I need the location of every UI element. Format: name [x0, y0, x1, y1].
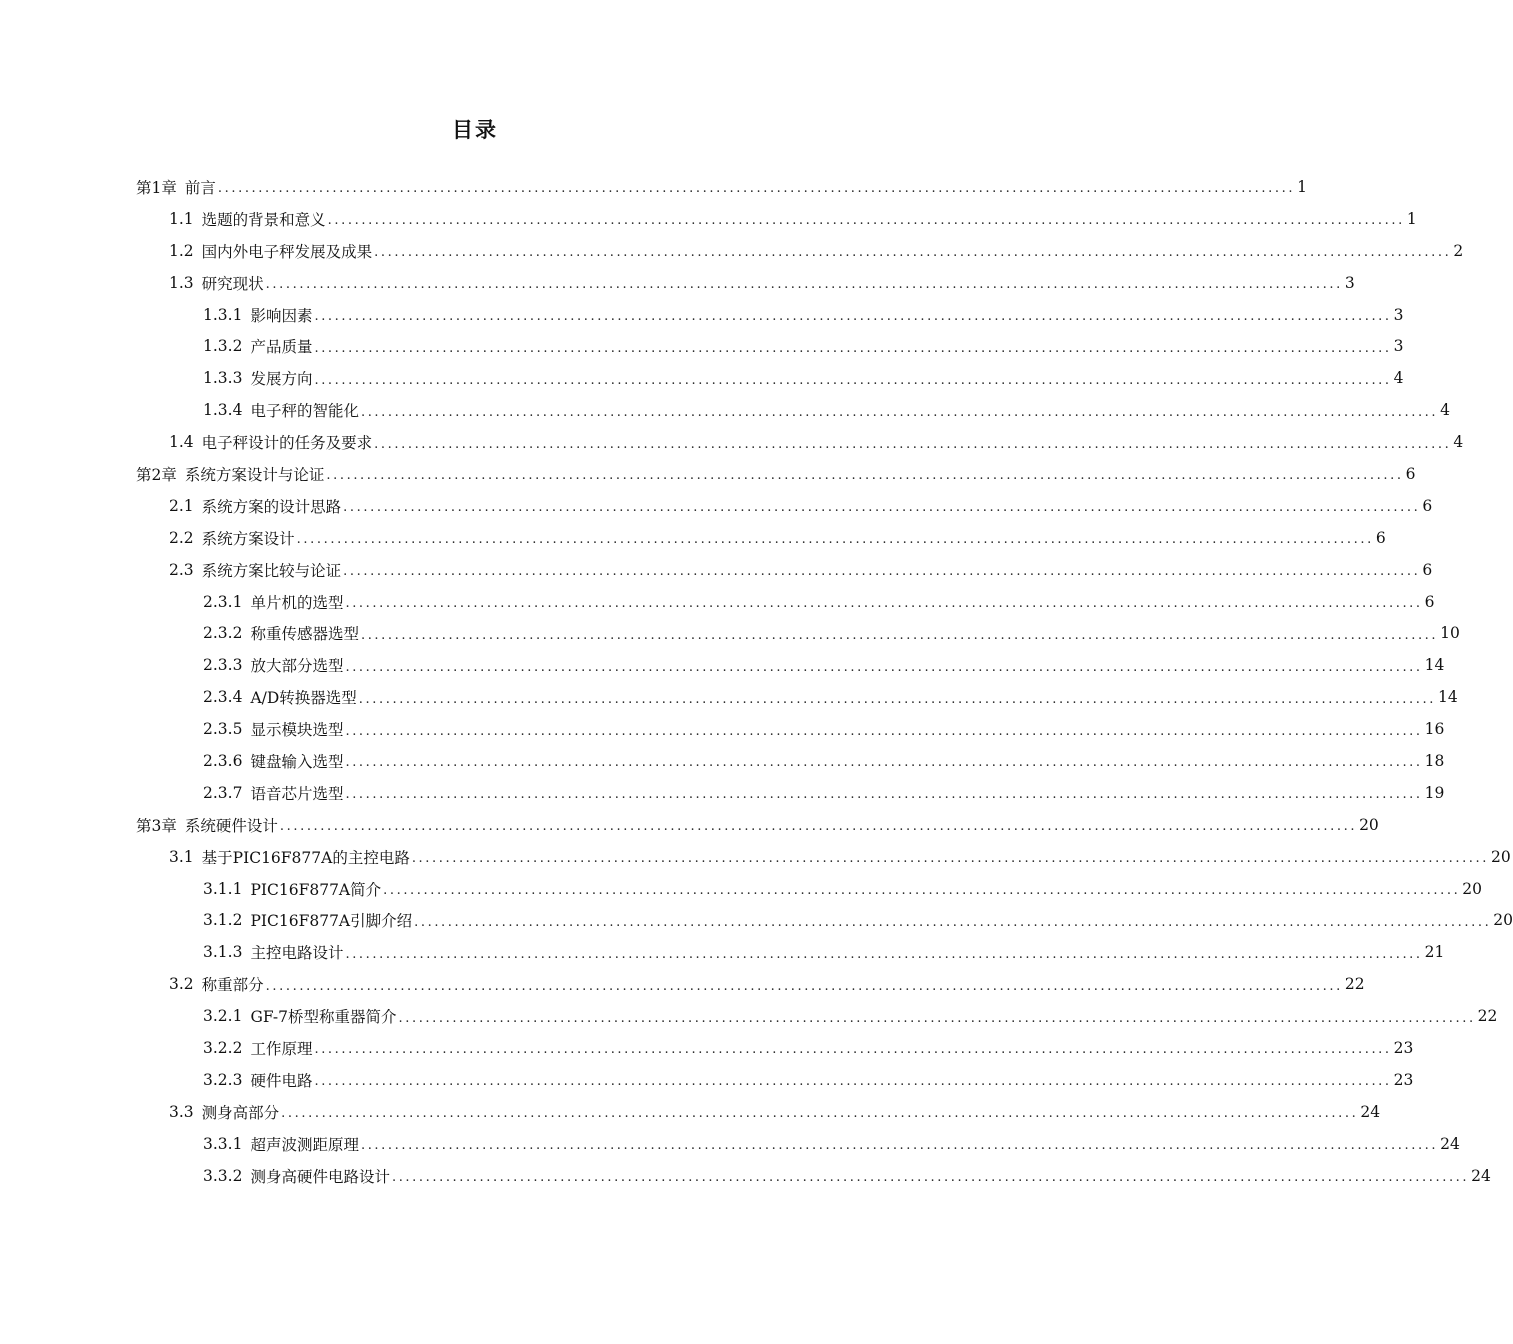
toc-entry-page: 3: [1344, 273, 1355, 292]
toc-entry-number: 2.3: [169, 560, 194, 579]
toc-entry-page: 24: [1360, 1102, 1381, 1121]
toc-dot-leader: ................................................................................................................................................................: [217, 181, 1296, 197]
toc-entry-number: 2.3.2: [203, 624, 243, 643]
toc-entry-page: 20: [1462, 879, 1483, 898]
toc-entry[interactable]: [0, 1000, 1498, 1032]
toc-dot-leader: ................................................................................................................................................................: [314, 1042, 1392, 1058]
toc-entry[interactable]: [0, 617, 1460, 649]
toc-entry-page: 23: [1393, 1070, 1414, 1089]
toc-entry-title: GF-7桥型称重器简介: [250, 1008, 397, 1027]
toc-entry-number: 3.2.3: [203, 1070, 243, 1089]
toc-entry-title: 电子秤的智能化: [250, 402, 359, 421]
toc-list: [0, 171, 1513, 1192]
toc-entry-page: 6: [1424, 592, 1435, 611]
toc-entry-number: 1.3: [169, 273, 194, 292]
toc-entry-page: 24: [1471, 1166, 1491, 1185]
toc-entry-title: 测身高部分: [201, 1103, 280, 1122]
toc-entry[interactable]: [0, 904, 1513, 936]
toc-dot-leader: ................................................................................................................................................................: [314, 372, 1392, 388]
toc-dot-leader: ................................................................................................................................................................: [281, 1106, 1359, 1122]
toc-entry[interactable]: [0, 299, 1404, 331]
toc-dot-leader: ................................................................................................................................................................: [314, 340, 1392, 356]
toc-entry[interactable]: [0, 362, 1404, 394]
toc-entry-title: 超声波测距原理: [250, 1135, 359, 1154]
toc-dot-leader: ................................................................................................................................................................: [345, 596, 1423, 612]
toc-entry-title: 系统方案设计: [201, 529, 295, 548]
toc-entry[interactable]: [0, 873, 1483, 905]
toc-entry[interactable]: [0, 426, 1464, 458]
toc-dot-leader: ................................................................................................................................................................: [374, 245, 1452, 261]
toc-entry-number: 1.3.2: [203, 337, 243, 356]
toc-entry-number: 2.3.5: [203, 720, 243, 739]
toc-entry-number: 3.1.1: [203, 879, 243, 898]
toc-entry[interactable]: [0, 203, 1417, 235]
toc-dot-leader: ................................................................................................................................................................: [343, 564, 1421, 580]
toc-entry-title: 系统方案的设计思路: [201, 497, 342, 516]
toc-entry[interactable]: [0, 394, 1451, 426]
toc-dot-leader: ................................................................................................................................................................: [360, 1138, 1439, 1154]
toc-entry-title: 称重传感器选型: [250, 625, 359, 644]
toc-entry-title: 测身高硬件电路设计: [250, 1167, 390, 1186]
toc-entry-title: 键盘输入选型: [250, 752, 344, 771]
toc-entry-number: 第2章: [136, 465, 177, 484]
toc-entry[interactable]: [0, 649, 1445, 681]
toc-entry-title: 放大部分选型: [250, 657, 344, 676]
toc-entry[interactable]: [0, 1096, 1381, 1128]
toc-entry-number: 3.2: [169, 975, 194, 994]
toc-entry[interactable]: [0, 458, 1416, 490]
toc-dot-leader: ................................................................................................................................................................: [345, 946, 1423, 962]
toc-entry-title: 系统硬件设计: [184, 816, 278, 835]
toc-dot-leader: ................................................................................................................................................................: [265, 277, 1343, 293]
toc-entry-title: 系统方案比较与论证: [201, 561, 342, 580]
toc-dot-leader: ................................................................................................................................................................: [414, 914, 1492, 930]
toc-entry-number: 3.1.3: [203, 943, 243, 962]
toc-entry-page: 6: [1375, 528, 1386, 547]
toc-entry-title: 研究现状: [201, 274, 264, 293]
toc-entry-page: 18: [1424, 751, 1445, 770]
toc-entry-page: 6: [1422, 560, 1433, 579]
toc-entry-page: 6: [1405, 464, 1416, 483]
toc-entry-title: 电子秤设计的任务及要求: [201, 434, 373, 453]
toc-entry-number: 3.3.2: [203, 1166, 243, 1185]
toc-entry-page: 22: [1477, 1007, 1498, 1026]
toc-entry-number: 3.3.1: [203, 1134, 243, 1153]
toc-entry-title: 显示模块选型: [250, 721, 344, 740]
toc-entry-page: 1: [1297, 177, 1307, 196]
toc-entry-page: 3: [1393, 305, 1404, 324]
toc-entry-title: 硬件电路: [250, 1071, 313, 1090]
toc-entry-number: 1.3.3: [203, 369, 243, 388]
toc-entry[interactable]: [0, 1032, 1414, 1064]
toc-dot-leader: ................................................................................................................................................................: [345, 787, 1423, 803]
toc-entry-number: 3.1: [169, 847, 194, 866]
toc-dot-leader: ................................................................................................................................................................: [343, 500, 1421, 516]
toc-entry-page: 6: [1422, 496, 1433, 515]
toc-entry[interactable]: [0, 936, 1445, 968]
toc-entry[interactable]: [0, 490, 1433, 522]
toc-entry[interactable]: [0, 777, 1445, 809]
toc-dot-leader: ................................................................................................................................................................: [296, 532, 1374, 548]
toc-dot-leader: ................................................................................................................................................................: [398, 1010, 1476, 1026]
toc-entry-title: 单片机的选型: [250, 593, 344, 612]
toc-dot-leader: ................................................................................................................................................................: [383, 883, 1461, 899]
toc-entry-number: 第1章: [136, 178, 177, 197]
toc-entry-number: 1.3.4: [203, 401, 243, 420]
toc-entry-title: 称重部分: [201, 976, 264, 995]
toc-dot-leader: ................................................................................................................................................................: [345, 659, 1423, 675]
toc-entry-number: 2.3.4: [203, 688, 243, 707]
toc-entry-page: 14: [1437, 688, 1458, 707]
toc-entry[interactable]: [0, 745, 1445, 777]
toc-entry-number: 1.3.1: [203, 305, 243, 324]
toc-dot-leader: ................................................................................................................................................................: [279, 819, 1358, 835]
toc-entry-page: 20: [1359, 815, 1379, 834]
toc-entry-page: 20: [1491, 847, 1511, 866]
toc-entry-page: 23: [1393, 1038, 1414, 1057]
toc-dot-leader: ................................................................................................................................................................: [358, 691, 1436, 707]
toc-entry-title: PIC16F877A简介: [250, 880, 382, 899]
toc-entry-title: 产品质量: [250, 338, 313, 357]
toc-entry[interactable]: [0, 330, 1404, 362]
toc-entry-title: 系统方案设计与论证: [184, 465, 325, 484]
toc-entry-title: PIC16F877A引脚介绍: [250, 912, 413, 931]
toc-entry-number: 第3章: [136, 816, 177, 835]
toc-entry[interactable]: [0, 809, 1379, 841]
toc-entry[interactable]: [0, 841, 1511, 873]
toc-entry-page: 3: [1393, 337, 1404, 356]
page-title: 目录: [452, 118, 498, 142]
toc-entry-page: 4: [1453, 433, 1464, 452]
toc-entry-title: 前言: [184, 178, 216, 197]
toc-dot-leader: ................................................................................................................................................................: [265, 978, 1343, 994]
toc-entry[interactable]: [0, 554, 1433, 586]
toc-dot-leader: ................................................................................................................................................................: [391, 1170, 1470, 1186]
toc-entry-title: 基于PIC16F877A的主控电路: [201, 848, 410, 867]
toc-entry-title: 选题的背景和意义: [201, 210, 326, 229]
toc-entry-title: 工作原理: [250, 1039, 313, 1058]
toc-entry-number: 2.3.3: [203, 656, 243, 675]
toc-dot-leader: ................................................................................................................................................................: [345, 755, 1423, 771]
toc-entry-number: 2.3.6: [203, 751, 243, 770]
toc-entry-title: 语音芯片选型: [250, 784, 344, 803]
toc-entry-page: 14: [1424, 656, 1445, 675]
toc-entry-page: 19: [1424, 783, 1445, 802]
toc-entry[interactable]: [0, 713, 1445, 745]
toc-entry[interactable]: [0, 586, 1435, 618]
toc-entry-title: 国内外电子秤发展及成果: [201, 242, 373, 261]
toc-entry[interactable]: [0, 267, 1355, 299]
toc-dot-leader: ................................................................................................................................................................: [360, 404, 1439, 420]
toc-entry-number: 1.1: [169, 209, 194, 228]
toc-entry-page: 4: [1440, 401, 1451, 420]
toc-entry-page: 10: [1440, 624, 1460, 643]
toc-entry[interactable]: [0, 1160, 1491, 1192]
toc-entry[interactable]: [0, 235, 1464, 267]
toc-dot-leader: ................................................................................................................................................................: [327, 213, 1405, 229]
toc-dot-leader: ................................................................................................................................................................: [360, 627, 1439, 643]
toc-entry[interactable]: [0, 968, 1365, 1000]
toc-entry-title: 影响因素: [250, 306, 313, 325]
toc-dot-leader: ................................................................................................................................................................: [314, 309, 1392, 324]
toc-entry[interactable]: [0, 681, 1458, 713]
toc-dot-leader: ................................................................................................................................................................: [345, 723, 1423, 739]
toc-entry-number: 2.3.7: [203, 783, 243, 802]
toc-entry-page: 4: [1393, 369, 1404, 388]
toc-entry-page: 22: [1344, 975, 1365, 994]
toc-entry-page: 21: [1424, 943, 1445, 962]
toc-entry-page: 24: [1440, 1134, 1460, 1153]
toc-dot-leader: ................................................................................................................................................................: [411, 851, 1489, 867]
toc-dot-leader: ................................................................................................................................................................: [326, 468, 1404, 484]
toc-entry-title: 发展方向: [250, 370, 313, 389]
toc-entry-title: A/D转换器选型: [250, 689, 357, 708]
toc-entry-page: 16: [1424, 720, 1445, 739]
toc-entry-number: 1.4: [169, 433, 194, 452]
toc-entry-number: 2.3.1: [203, 592, 243, 611]
toc-entry[interactable]: [0, 1128, 1460, 1160]
toc-entry[interactable]: [0, 522, 1386, 554]
toc-entry-number: 1.2: [169, 241, 194, 260]
toc-entry-page: 1: [1406, 209, 1417, 228]
toc-entry-title: 主控电路设计: [250, 944, 344, 963]
toc-dot-leader: ................................................................................................................................................................: [374, 436, 1452, 452]
toc-entry[interactable]: [0, 1064, 1414, 1096]
toc-entry-number: 3.1.2: [203, 911, 243, 930]
toc-entry-page: 20: [1493, 911, 1513, 930]
toc-entry-page: 2: [1453, 241, 1464, 260]
toc-dot-leader: ................................................................................................................................................................: [314, 1074, 1392, 1090]
toc-entry-number: 2.2: [169, 528, 194, 547]
toc-entry-number: 3.2.2: [203, 1038, 243, 1057]
toc-entry-number: 3.3: [169, 1102, 194, 1121]
toc-entry-number: 2.1: [169, 496, 194, 515]
toc-entry[interactable]: [0, 171, 1307, 203]
toc-entry-number: 3.2.1: [203, 1007, 243, 1026]
